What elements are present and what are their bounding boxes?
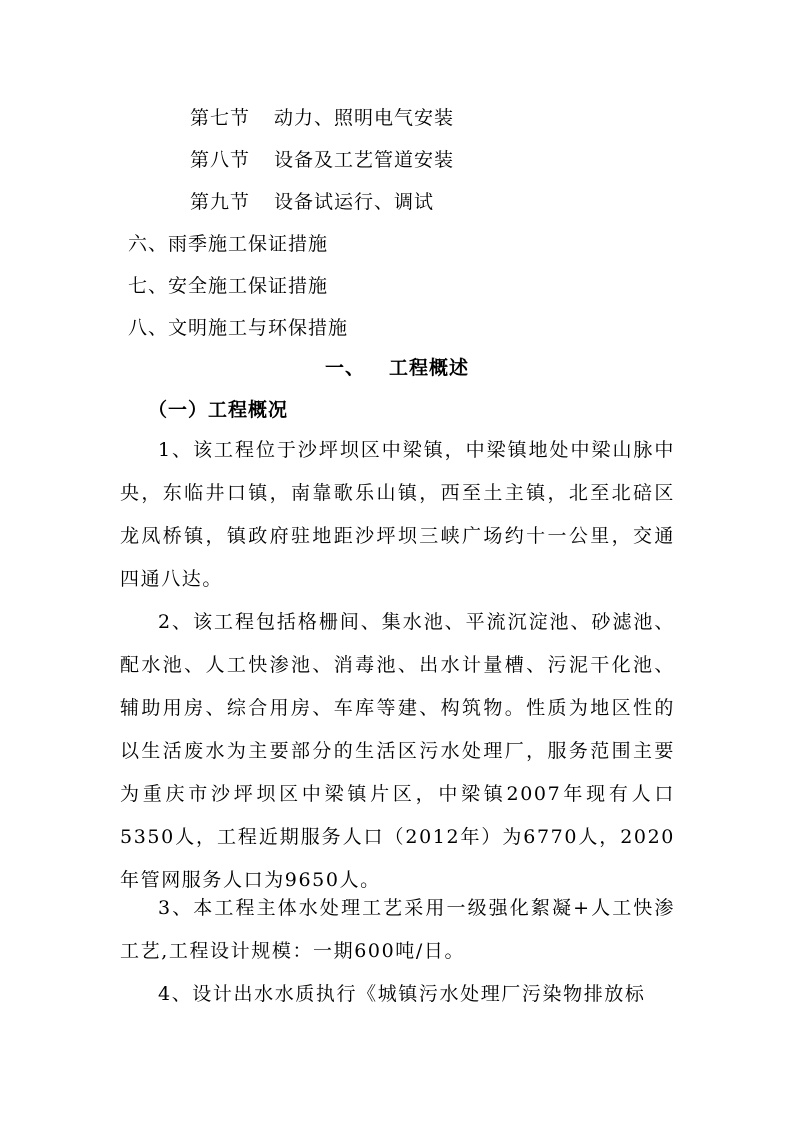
toc-item-title: 动力、照明电气安装 bbox=[274, 107, 455, 129]
section-title: 工程概述 bbox=[389, 357, 470, 379]
toc-item-number: 第七节 bbox=[190, 107, 251, 129]
paragraph: 2、该工程包括格栅间、集水池、平流沉淀池、砂滤池、配水池、人工快渗池、消毒池、出水计量槽、污泥干化池、辅助用房、综合用房、车库等建、构筑物。性质为地区性的以生活废水为主要部分的生活区污水处理厂，服务范围主要为重庆市沙坪坝区中梁镇片区，中梁镇2007年现有人口5350人，工程近期服务人口（2012年）为6770人，2020年管网服务人口为9650人。 bbox=[120, 611, 675, 891]
paragraph: 3、本工程主体水处理工艺采用一级强化絮凝+人工快渗工艺,工程设计规模：一期600吨/日。 bbox=[120, 897, 675, 962]
toc-main-item: 八、文明施工与环保措施 bbox=[128, 317, 349, 339]
toc-item bbox=[190, 190, 434, 214]
paragraph: 1、该工程位于沙坪坝区中梁镇，中梁镇地处中梁山脉中央，东临井口镇，南靠歌乐山镇，西至土主镇，北至北碚区龙凤桥镇，镇政府驻地距沙坪坝三峡广场约十一公里，交通四通八达。 bbox=[120, 439, 675, 590]
paragraph: 4、设计出水水质执行《城镇污水处理厂污染物排放标 bbox=[158, 983, 646, 1005]
toc-item-number: 第九节 bbox=[190, 191, 251, 213]
toc-item-title: 设备试运行、调试 bbox=[274, 191, 435, 213]
toc-main-item: 七、安全施工保证措施 bbox=[128, 275, 329, 297]
section-number: 一、 bbox=[324, 357, 365, 379]
toc-item-title: 设备及工艺管道安装 bbox=[274, 149, 455, 171]
subsection-heading: （一）工程概况 bbox=[148, 399, 289, 421]
toc-item-number: 第八节 bbox=[190, 149, 251, 171]
toc-item bbox=[190, 106, 454, 130]
section-heading bbox=[0, 356, 794, 380]
toc-item bbox=[190, 148, 454, 172]
toc-main-item: 六、雨季施工保证措施 bbox=[128, 233, 329, 255]
